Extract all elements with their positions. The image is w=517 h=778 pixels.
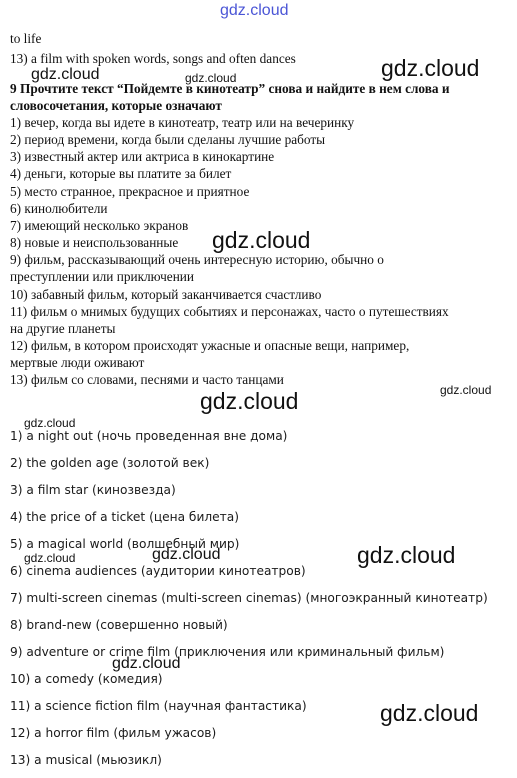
text-line: 13) a film with spoken words, songs and often dances xyxy=(10,51,296,66)
definition-item: 1) вечер, когда вы идете в кинотеатр, театр или на вечеринку xyxy=(10,115,355,130)
watermark: gdz.cloud xyxy=(200,388,299,414)
definition-item: 6) кинолюбители xyxy=(10,201,108,216)
watermark: gdz.cloud xyxy=(381,55,480,81)
definition-item: 4) деньги, которые вы платите за билет xyxy=(10,166,232,181)
definition-item: 10) забавный фильм, который заканчивается счастливо xyxy=(10,287,322,302)
definition-item: 7) имеющий несколько экранов xyxy=(10,218,189,233)
answer-item: 6) cinema audiences (аудитории кинотеатров) xyxy=(10,564,306,578)
watermark: gdz.cloud xyxy=(24,416,76,430)
answer-item: 10) a comedy (комедия) xyxy=(10,672,163,686)
text-line: to life xyxy=(10,31,42,46)
watermark: gdz.cloud xyxy=(24,551,76,565)
answer-item: 7) multi-screen cinemas (multi-screen cinemas) (многоэкранный кинотеатр) xyxy=(10,591,488,605)
answer-item: 11) a science fiction film (научная фантастика) xyxy=(10,699,307,713)
definition-item: 8) новые и неиспользованные xyxy=(10,235,179,250)
definition-item: преступлении или приключении xyxy=(10,269,195,284)
answer-item: 4) the price of a ticket (цена билета) xyxy=(10,510,239,524)
answer-item: 8) brand-new (совершенно новый) xyxy=(10,618,228,632)
answer-item: 12) a horror film (фильм ужасов) xyxy=(10,726,217,740)
definition-item: 12) фильм, в котором происходят ужасные и опасные вещи, например, xyxy=(10,338,410,353)
answer-item: 1) a night out (ночь проведенная вне дома) xyxy=(10,429,288,443)
task-heading: словосочетания, которые означают xyxy=(10,98,222,113)
definition-item: 9) фильм, рассказывающий очень интересную историю, обычно о xyxy=(10,252,384,267)
answer-item: 9) adventure or crime film (приключения или криминальный фильм) xyxy=(10,645,445,659)
task-heading: 9 Прочтите текст “Пойдемте в кинотеатр” снова и найдите в нем слова и xyxy=(10,81,450,96)
definition-item: 13) фильм со словами, песнями и часто танцами xyxy=(10,372,284,387)
definition-item: на другие планеты xyxy=(10,321,116,336)
definition-item: мертвые люди оживают xyxy=(10,355,145,370)
watermark: gdz.cloud xyxy=(220,2,289,19)
watermark: gdz.cloud xyxy=(185,71,237,85)
definition-item: 3) известный актер или актриса в кинокартине xyxy=(10,149,275,164)
watermark: gdz.cloud xyxy=(357,542,456,568)
watermark: gdz.cloud xyxy=(31,66,100,83)
watermark: gdz.cloud xyxy=(380,700,479,726)
watermark: gdz.cloud xyxy=(440,383,492,397)
definition-item: 5) место странное, прекрасное и приятное xyxy=(10,184,250,199)
definition-item: 2) период времени, когда были сделаны лучшие работы xyxy=(10,132,326,147)
watermark: gdz.cloud xyxy=(152,546,221,563)
answer-item: 3) a film star (кинозвезда) xyxy=(10,483,176,497)
watermark: gdz.cloud xyxy=(112,655,181,672)
answer-item: 13) a musical (мьюзикл) xyxy=(10,753,162,767)
watermark: gdz.cloud xyxy=(212,227,311,253)
definition-item: 11) фильм о мнимых будущих событиях и персонажах, часто о путешествиях xyxy=(10,304,449,319)
answer-item: 5) a magical world (волшебный мир) xyxy=(10,537,240,551)
answer-item: 2) the golden age (золотой век) xyxy=(10,456,210,470)
